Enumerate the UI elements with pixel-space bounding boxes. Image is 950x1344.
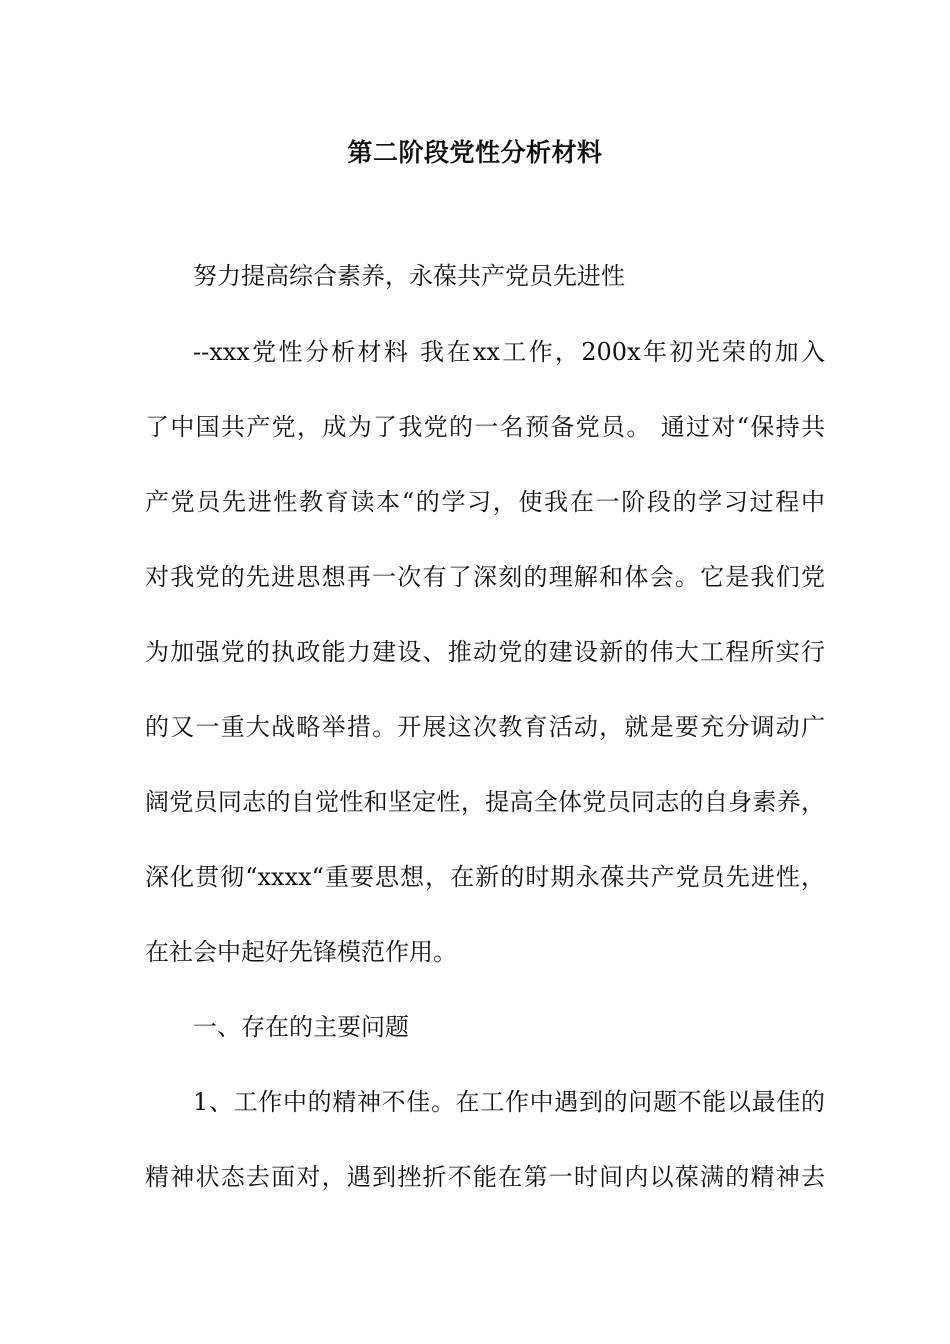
paragraph-line: 深化贯彻“xxxx“重要思想，在新的时期永葆共产党员先进性，	[145, 863, 825, 891]
section-heading: 一、存在的主要问题	[193, 1013, 409, 1041]
paragraph-line: 阔党员同志的自觉性和坚定性，提高全体党员同志的自身素养，	[145, 788, 825, 816]
paragraph-line: 1、工作中的精神不佳。在工作中遇到的问题不能以最佳的	[193, 1088, 825, 1116]
paragraph-line: 精神状态去面对，遇到挫折不能在第一时间内以葆满的精神去	[145, 1163, 825, 1191]
paragraph-line: 为加强党的执政能力建设、推动党的建设新的伟大工程所实行	[145, 638, 825, 666]
paragraph-line: --xxx党性分析材料 我在xx工作，200x年初光荣的加入	[193, 338, 825, 366]
paragraph-line: 了中国共产党，成为了我党的一名预备党员。 通过对“保持共	[145, 413, 825, 441]
subtitle-line: 努力提高综合素养，永葆共产党员先进性	[193, 262, 625, 290]
paragraph-line: 产党员先进性教育读本“的学习，使我在一阶段的学习过程中	[145, 488, 825, 516]
paragraph-line: 的又一重大战略举措。开展这次教育活动，就是要充分调动广	[145, 713, 825, 741]
paragraph-line: 对我党的先进思想再一次有了深刻的理解和体会。它是我们党	[145, 563, 825, 591]
paragraph-line: 在社会中起好先锋模范作用。	[145, 938, 457, 966]
document-title: 第二阶段党性分析材料	[347, 138, 603, 167]
